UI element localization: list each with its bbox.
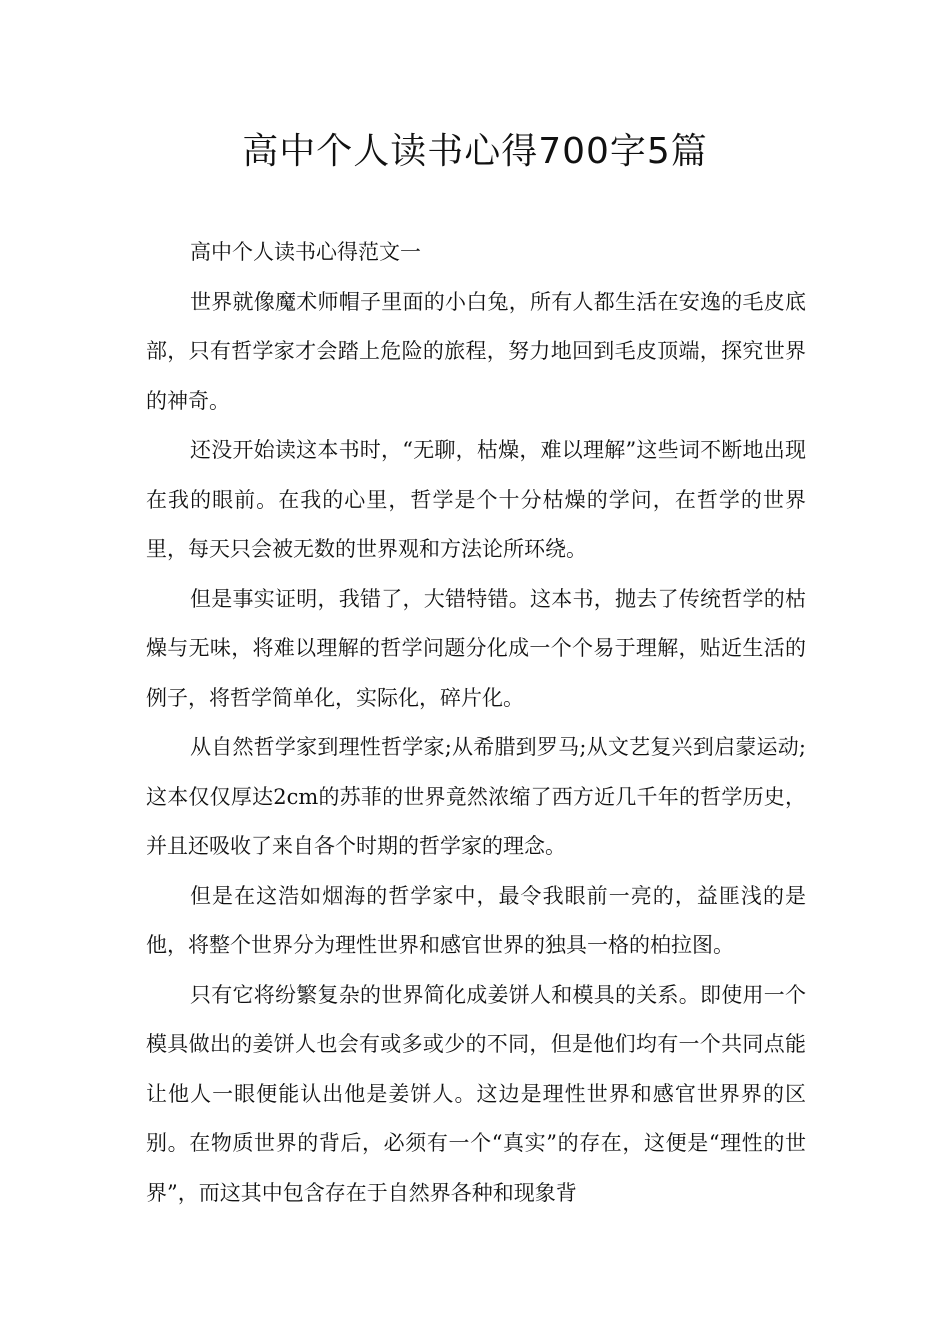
document-body <box>146 228 806 1218</box>
section-heading: 高中个人读书心得范文一 <box>190 240 421 264</box>
paragraph: 但是在这浩如烟海的哲学家中，最令我眼前一亮的，益匪浅的是他，将整个世界分为理性世界和感官世界的独具一格的柏拉图。 <box>146 883 806 957</box>
paragraph: 从自然哲学家到理性哲学家;从希腊到罗马;从文艺复兴到启蒙运动;这本仅仅厚达2cm的苏菲的世界竟然浓缩了西方近几千年的哲学历史，并且还吸收了来自各个时期的哲学家的理念。 <box>146 735 806 858</box>
paragraph: 世界就像魔术师帽子里面的小白兔，所有人都生活在安逸的毛皮底部，只有哲学家才会踏上危险的旅程，努力地回到毛皮顶端，探究世界的神奇。 <box>146 289 806 413</box>
document-title: 高中个人读书心得700字5篇 <box>242 131 708 172</box>
paragraph: 但是事实证明，我错了，大错特错。这本书，抛去了传统哲学的枯燥与无味，将难以理解的哲学问题分化成一个个易于理解，贴近生活的例子，将哲学简单化，实际化，碎片化。 <box>146 586 806 710</box>
paragraph: 还没开始读这本书时，“无聊，枯燥，难以理解”这些词不断地出现在我的眼前。在我的心里，哲学是个十分枯燥的学问，在哲学的世界里，每天只会被无数的世界观和方法论所环绕。 <box>146 438 806 561</box>
paragraph: 只有它将纷繁复杂的世界简化成姜饼人和模具的关系。即使用一个模具做出的姜饼人也会有或多或少的不同，但是他们均有一个共同点能让他人一眼便能认出他是姜饼人。这边是理性世界和感官世界界的区别。在物质世界的背后，必须有一个“真实”的存在，这便是“理性的世界”，而这其中包含存在于自然界各种和现象背 <box>146 982 806 1205</box>
